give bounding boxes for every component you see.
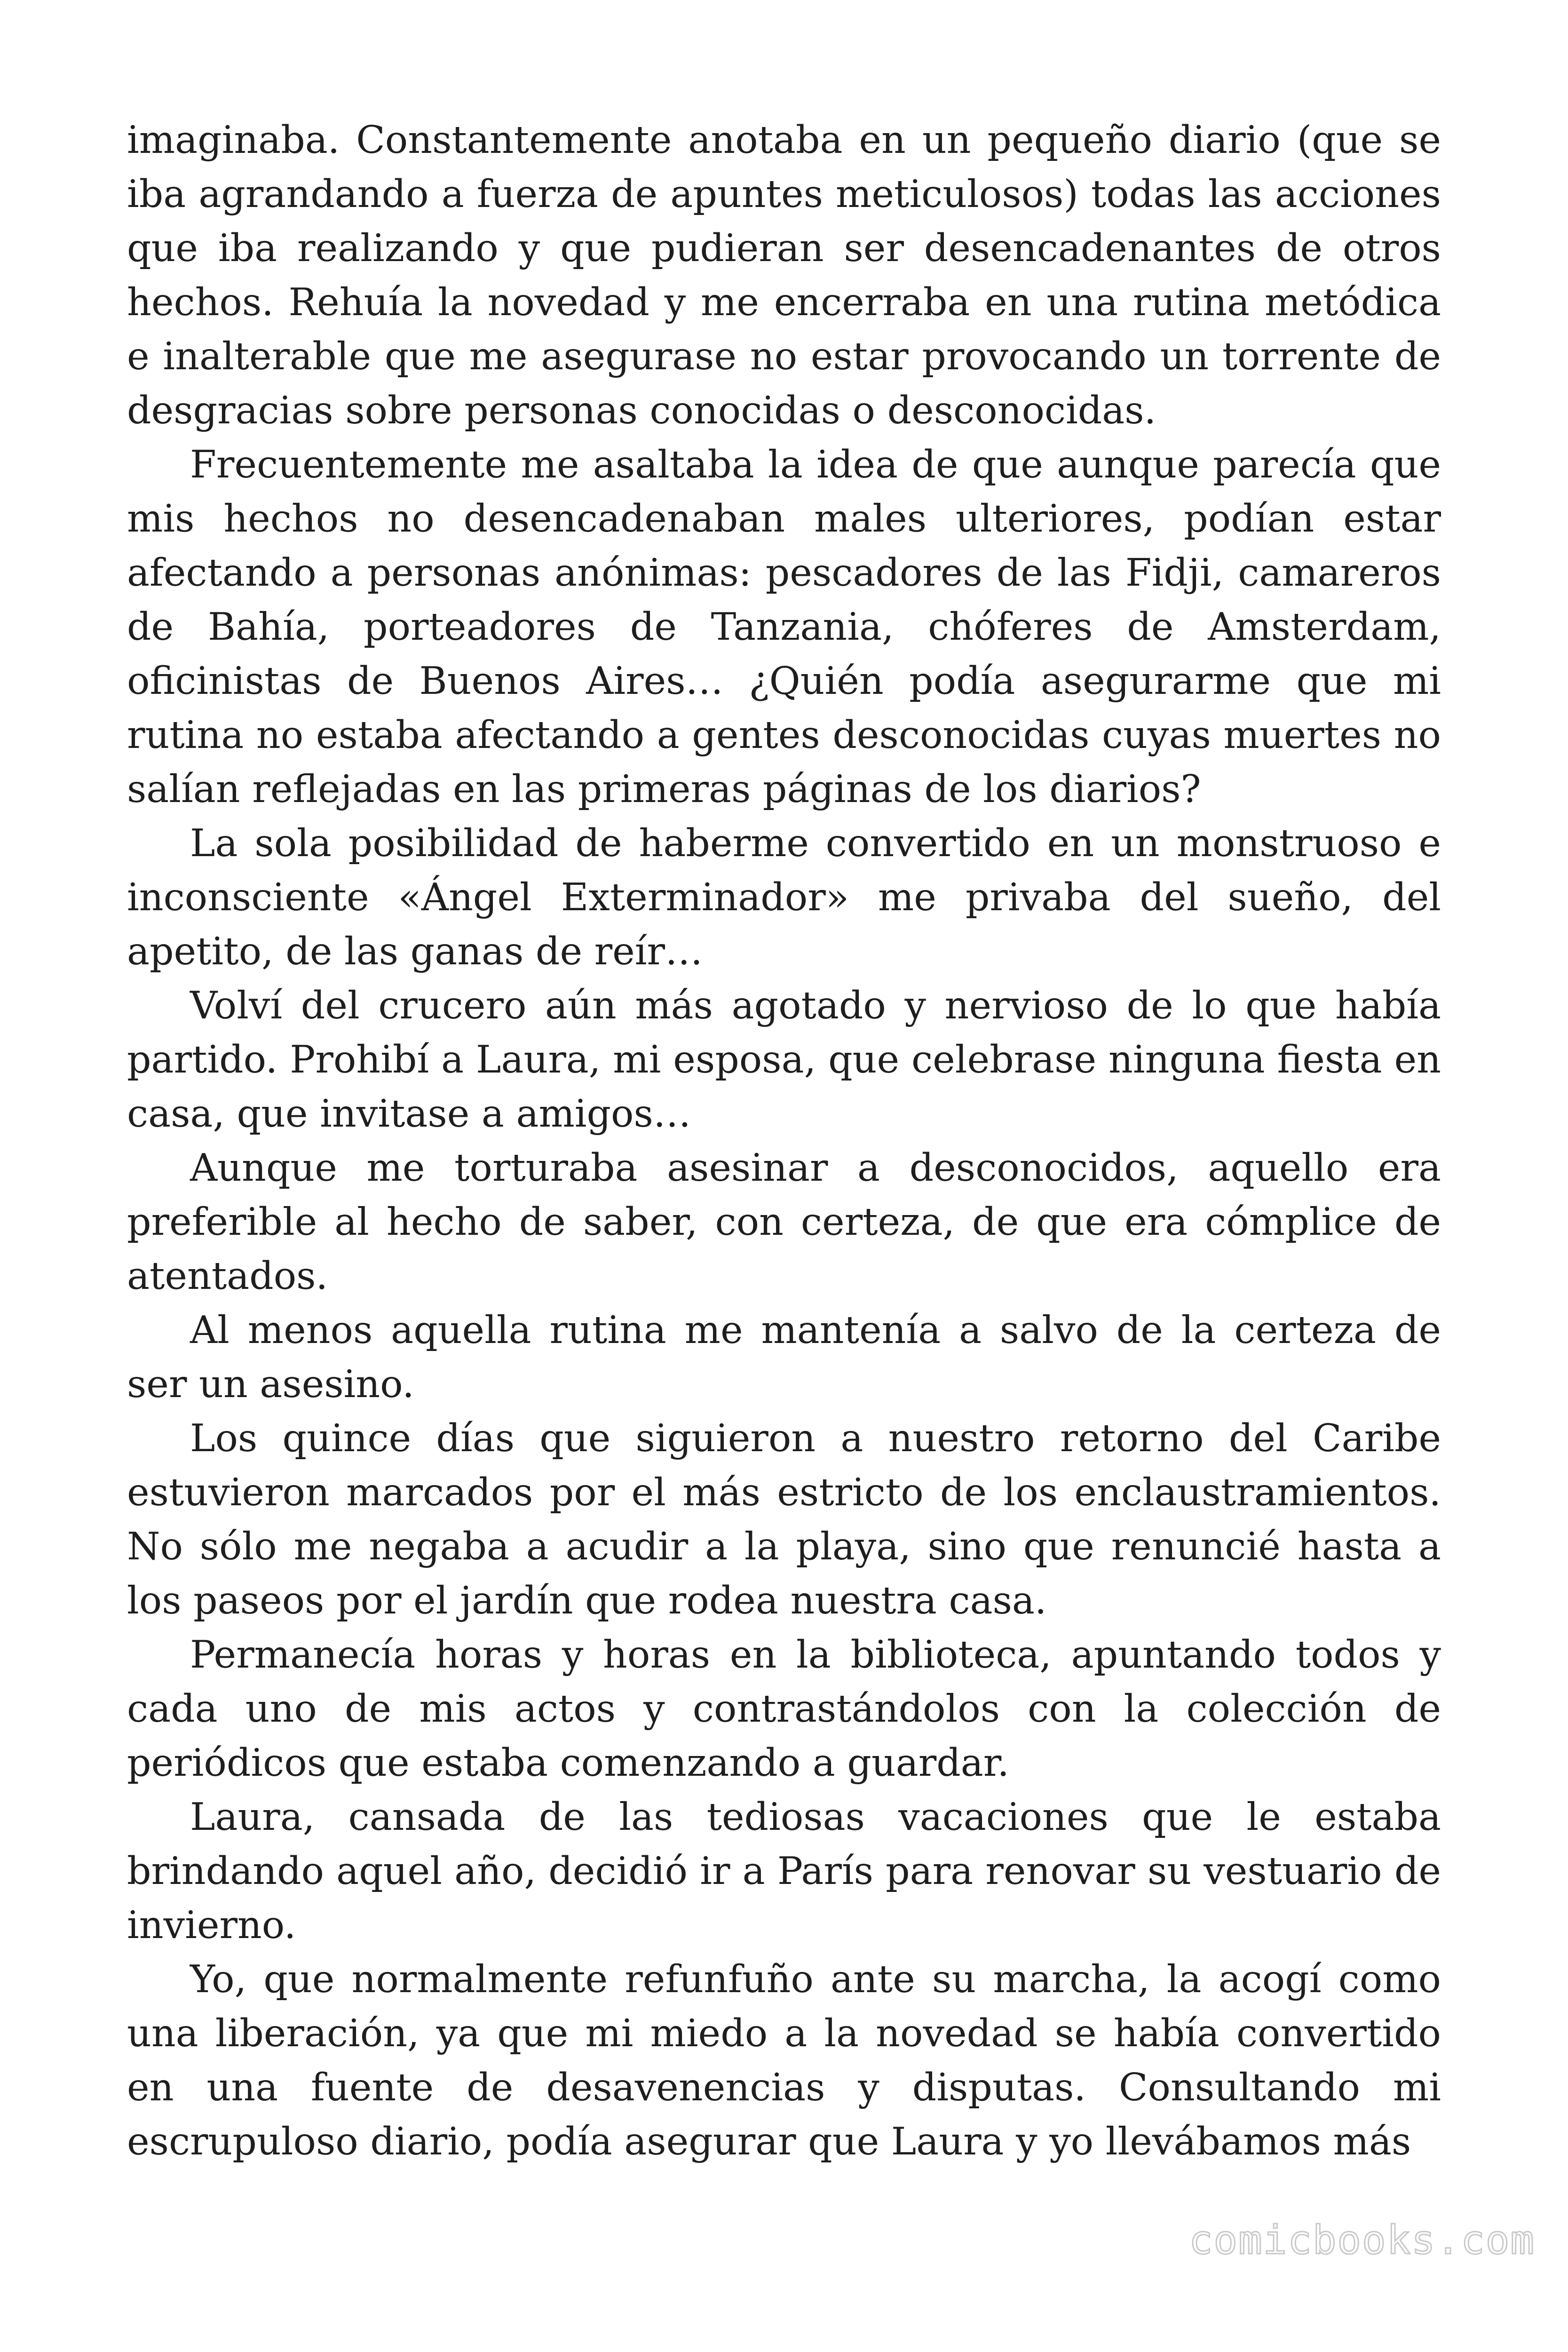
- watermark: comicbooks.com: [1188, 2217, 1535, 2263]
- paragraph-8: Permanecía horas y horas en la biblioteca, apuntando todos y cada uno de mis actos y contrastándolos con la colección de periódicos que estaba comenzando a guardar.: [127, 1632, 1441, 1785]
- paragraph-1: imaginaba. Constantemente anotaba en un pequeño diario (que se iba agrandando a fuerza de apuntes meticulosos) todas las acciones que iba realizando y que pudieran ser desencadenantes de otros hechos. Rehuía la novedad y me encerraba en una rutina metódica e inalterable que me asegurase no estar provocando un torrente de desgracias sobre personas conocidas o desconocidas.: [127, 118, 1441, 432]
- paragraph-7: Los quince días que siguieron a nuestro retorno del Caribe estuvieron marcados por el más estricto de los enclaustramientos. No sólo me negaba a acudir a la playa, sino que renuncié hasta a los paseos por el jardín que rodea nuestra casa.: [127, 1416, 1441, 1622]
- paragraph-9: Laura, cansada de las tediosas vacaciones que le estaba brindando aquel año, decidió ir a París para renovar su vestuario de invierno.: [127, 1795, 1441, 1947]
- paragraph-5: Aunque me torturaba asesinar a desconocidos, aquello era preferible al hecho de saber, con certeza, de que era cómplice de atentados.: [127, 1145, 1441, 1298]
- book-page: [127, 113, 1441, 2258]
- paragraph-4: Volví del crucero aún más agotado y nervioso de lo que había partido. Prohibí a Laura, mi esposa, que celebrase ninguna fiesta en casa, que invitase a amigos…: [127, 983, 1441, 1136]
- paragraph-3: La sola posibilidad de haberme convertido en un monstruoso e inconsciente «Ángel Exterminador» me privaba del sueño, del apetito, de las ganas de reír…: [127, 821, 1441, 973]
- paragraph-2: Frecuentemente me asaltaba la idea de que aunque parecía que mis hechos no desencadenaban males ulteriores, podían estar afectando a personas anónimas: pescadores de las Fidji, camareros de Bahía, porteadores de Tanzania, chóferes de Amsterdam, oficinistas de Buenos Aires… ¿Quién podía asegurarme que mi rutina no estaba afectando a gentes desconocidas cuyas muertes no salían reflejadas en las primeras páginas de los diarios?: [127, 442, 1441, 811]
- paragraph-10: Yo, que normalmente refunfuño ante su marcha, la acogí como una liberación, ya que mi miedo a la novedad se había convertido en una fuente de desavenencias y disputas. Consultando mi escrupuloso diario, podía asegurar que Laura y yo llevábamos más: [127, 1957, 1441, 2163]
- paragraph-6: Al menos aquella rutina me mantenía a salvo de la certeza de ser un asesino.: [127, 1308, 1441, 1406]
